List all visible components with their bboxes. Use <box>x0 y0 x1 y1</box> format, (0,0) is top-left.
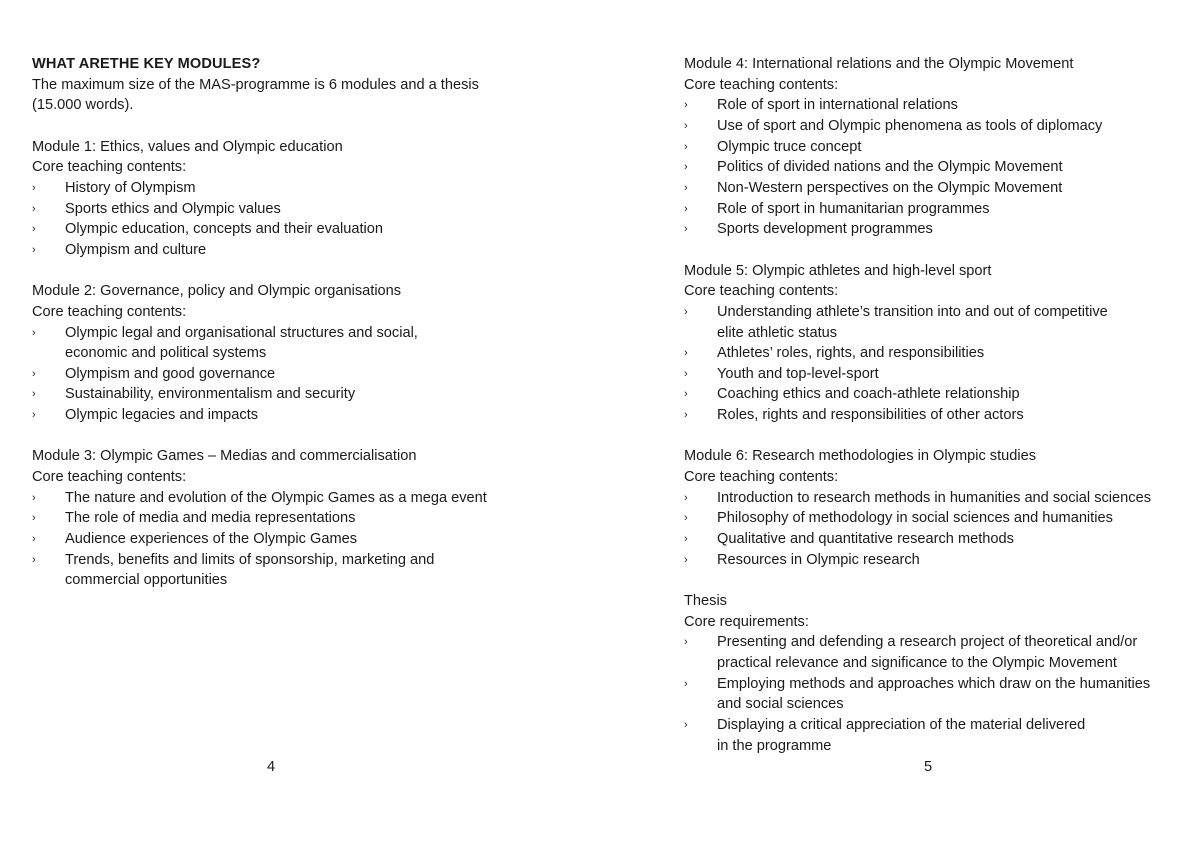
list-item <box>32 199 592 220</box>
chevron-right-icon: › <box>684 140 688 153</box>
intro-line: The maximum size of the MAS-programme is 6 modules and a thesis <box>32 76 479 93</box>
list-item-text: elite athletic status <box>717 324 838 341</box>
list-item-text: Youth and top-level-sport <box>717 365 879 382</box>
list-item-text: Sports ethics and Olympic values <box>65 200 281 217</box>
intro-line: (15.000 words). <box>32 97 134 114</box>
module-block <box>684 261 1194 426</box>
list-item <box>684 488 1194 509</box>
module-title: Module 2: Governance, policy and Olympic organisations <box>32 283 402 300</box>
list-item <box>684 157 1194 178</box>
list-item-text: Role of sport in international relations <box>717 97 958 114</box>
module-title: Module 1: Ethics, values and Olympic education <box>32 138 343 155</box>
list-item-text: Resources in Olympic research <box>717 551 920 568</box>
page-number-left: 4 <box>267 759 276 775</box>
module-block <box>32 446 592 591</box>
list-item-text: Sports development programmes <box>717 221 933 238</box>
list-item-text: Displaying a critical appreciation of the material delivered <box>717 716 1086 733</box>
chevron-right-icon: › <box>684 388 688 401</box>
chevron-right-icon: › <box>684 636 688 649</box>
list-item-text: Sustainability, environmentalism and security <box>65 386 356 403</box>
list-item-text: Introduction to research methods in humanities and social sciences <box>717 489 1151 506</box>
list-item <box>684 95 1194 116</box>
list-item-text: Coaching ethics and coach-athlete relationship <box>717 386 1020 403</box>
list-item <box>684 137 1194 158</box>
right-page <box>684 54 1194 756</box>
chevron-right-icon: › <box>684 553 688 566</box>
module-subtitle: Core requirements: <box>684 613 809 630</box>
module-title: Module 4: International relations and the Olympic Movement <box>684 56 1074 72</box>
module-block <box>684 446 1194 570</box>
list-item <box>32 384 592 405</box>
list-item-text: in the programme <box>717 737 832 754</box>
list-item-text: Politics of divided nations and the Olympic Movement <box>717 159 1063 176</box>
page-number-right: 5 <box>924 759 933 775</box>
list-item-text: Athletes’ roles, rights, and responsibilities <box>717 345 985 362</box>
chevron-right-icon: › <box>32 533 36 546</box>
list-item <box>684 364 1194 385</box>
list-item <box>684 178 1194 199</box>
list-item-text: Philosophy of methodology in social sciences and humanities <box>717 510 1113 527</box>
list-item <box>684 508 1194 529</box>
list-item-text: Roles, rights and responsibilities of other actors <box>717 407 1024 424</box>
list-item-text: Olympism and good governance <box>65 365 276 382</box>
section-heading: WHAT ARETHE KEY MODULES? <box>32 56 261 72</box>
chevron-right-icon: › <box>684 202 688 215</box>
list-item-text: The nature and evolution of the Olympic Games as a mega event <box>65 489 487 506</box>
chevron-right-icon: › <box>684 512 688 525</box>
module-block <box>684 591 1194 756</box>
list-item-text: and social sciences <box>717 696 844 713</box>
chevron-right-icon: › <box>684 161 688 174</box>
list-item-text: Non-Western perspectives on the Olympic Movement <box>717 179 1063 196</box>
list-item-text: Olympic legacies and impacts <box>65 407 259 424</box>
list-item-text: Olympic truce concept <box>717 138 862 155</box>
chevron-right-icon: › <box>32 491 36 504</box>
list-item-text: Olympic legal and organisational structures and social, <box>65 324 418 341</box>
list-item <box>32 529 592 550</box>
chevron-right-icon: › <box>684 305 688 318</box>
list-item-text: Role of sport in humanitarian programmes <box>717 200 990 217</box>
chevron-right-icon: › <box>684 491 688 504</box>
list-item <box>32 219 592 240</box>
chevron-right-icon: › <box>32 388 36 401</box>
module-subtitle: Core teaching contents: <box>684 469 839 486</box>
list-item <box>684 529 1194 550</box>
list-item-text: Olympic education, concepts and their evaluation <box>65 221 384 238</box>
list-item <box>32 488 592 509</box>
list-item-text: History of Olympism <box>65 179 196 196</box>
module-items <box>32 488 592 591</box>
chevron-right-icon: › <box>684 347 688 360</box>
list-item-text: Trends, benefits and limits of sponsorship, marketing and <box>65 551 435 568</box>
list-item-text: Understanding athlete’s transition into and out of competitive <box>717 303 1108 320</box>
list-item <box>684 405 1194 426</box>
list-item <box>32 178 592 199</box>
module-block <box>32 137 592 261</box>
module-subtitle: Core teaching contents: <box>32 159 187 176</box>
list-item-text: practical relevance and significance to the Olympic Movement <box>717 654 1117 671</box>
module-subtitle: Core teaching contents: <box>32 303 187 320</box>
list-item <box>684 384 1194 405</box>
list-item <box>684 343 1194 364</box>
module-title: Module 3: Olympic Games – Medias and commercialisation <box>32 448 417 465</box>
chevron-right-icon: › <box>32 181 36 194</box>
list-item-text: The role of media and media representations <box>65 510 356 527</box>
list-item <box>684 715 1194 756</box>
list-item <box>32 405 592 426</box>
chevron-right-icon: › <box>32 202 36 215</box>
chevron-right-icon: › <box>684 181 688 194</box>
right-modules-list <box>684 54 1194 756</box>
list-item <box>684 199 1194 220</box>
chevron-right-icon: › <box>684 367 688 380</box>
list-item <box>684 219 1194 240</box>
list-item-text: commercial opportunities <box>65 572 228 589</box>
list-item <box>684 550 1194 571</box>
chevron-right-icon: › <box>684 99 688 112</box>
list-item <box>32 240 592 261</box>
chevron-right-icon: › <box>32 326 36 339</box>
module-subtitle: Core teaching contents: <box>684 76 839 93</box>
chevron-right-icon: › <box>684 533 688 546</box>
chevron-right-icon: › <box>32 367 36 380</box>
intro-paragraph <box>32 75 592 116</box>
left-modules-list <box>32 137 592 591</box>
list-item <box>684 302 1194 343</box>
chevron-right-icon: › <box>32 409 36 422</box>
list-item-text: Qualitative and quantitative research methods <box>717 531 1014 548</box>
module-items <box>684 95 1194 240</box>
list-item <box>684 674 1194 715</box>
module-items <box>32 323 592 426</box>
module-title: Module 5: Olympic athletes and high-level sport <box>684 262 992 279</box>
module-items <box>32 178 592 261</box>
list-item <box>32 364 592 385</box>
chevron-right-icon: › <box>684 409 688 422</box>
chevron-right-icon: › <box>32 553 36 566</box>
list-item-text: Olympism and culture <box>65 241 207 258</box>
module-items <box>684 302 1194 426</box>
module-block <box>32 281 592 426</box>
module-subtitle: Core teaching contents: <box>684 283 839 300</box>
list-item <box>684 116 1194 137</box>
module-title: Module 6: Research methodologies in Olympic studies <box>684 448 1037 465</box>
list-item-text: Employing methods and approaches which draw on the humanities <box>717 675 1151 692</box>
chevron-right-icon: › <box>684 119 688 132</box>
list-item <box>32 323 592 364</box>
list-item-text: Audience experiences of the Olympic Games <box>65 531 358 548</box>
module-subtitle: Core teaching contents: <box>32 469 187 486</box>
list-item-text: Use of sport and Olympic phenomena as tools of diplomacy <box>717 117 1103 134</box>
list-item <box>684 632 1194 673</box>
module-items <box>684 488 1194 571</box>
chevron-right-icon: › <box>32 223 36 236</box>
left-page <box>32 54 592 591</box>
chevron-right-icon: › <box>32 243 36 256</box>
module-block <box>684 54 1194 240</box>
module-items <box>684 632 1194 756</box>
list-item <box>32 508 592 529</box>
module-title: Thesis <box>684 593 727 610</box>
chevron-right-icon: › <box>684 677 688 690</box>
list-item <box>32 550 592 591</box>
chevron-right-icon: › <box>684 223 688 236</box>
chevron-right-icon: › <box>684 718 688 731</box>
list-item-text: Presenting and defending a research project of theoretical and/or <box>717 634 1138 651</box>
list-item-text: economic and political systems <box>65 345 267 362</box>
chevron-right-icon: › <box>32 512 36 525</box>
